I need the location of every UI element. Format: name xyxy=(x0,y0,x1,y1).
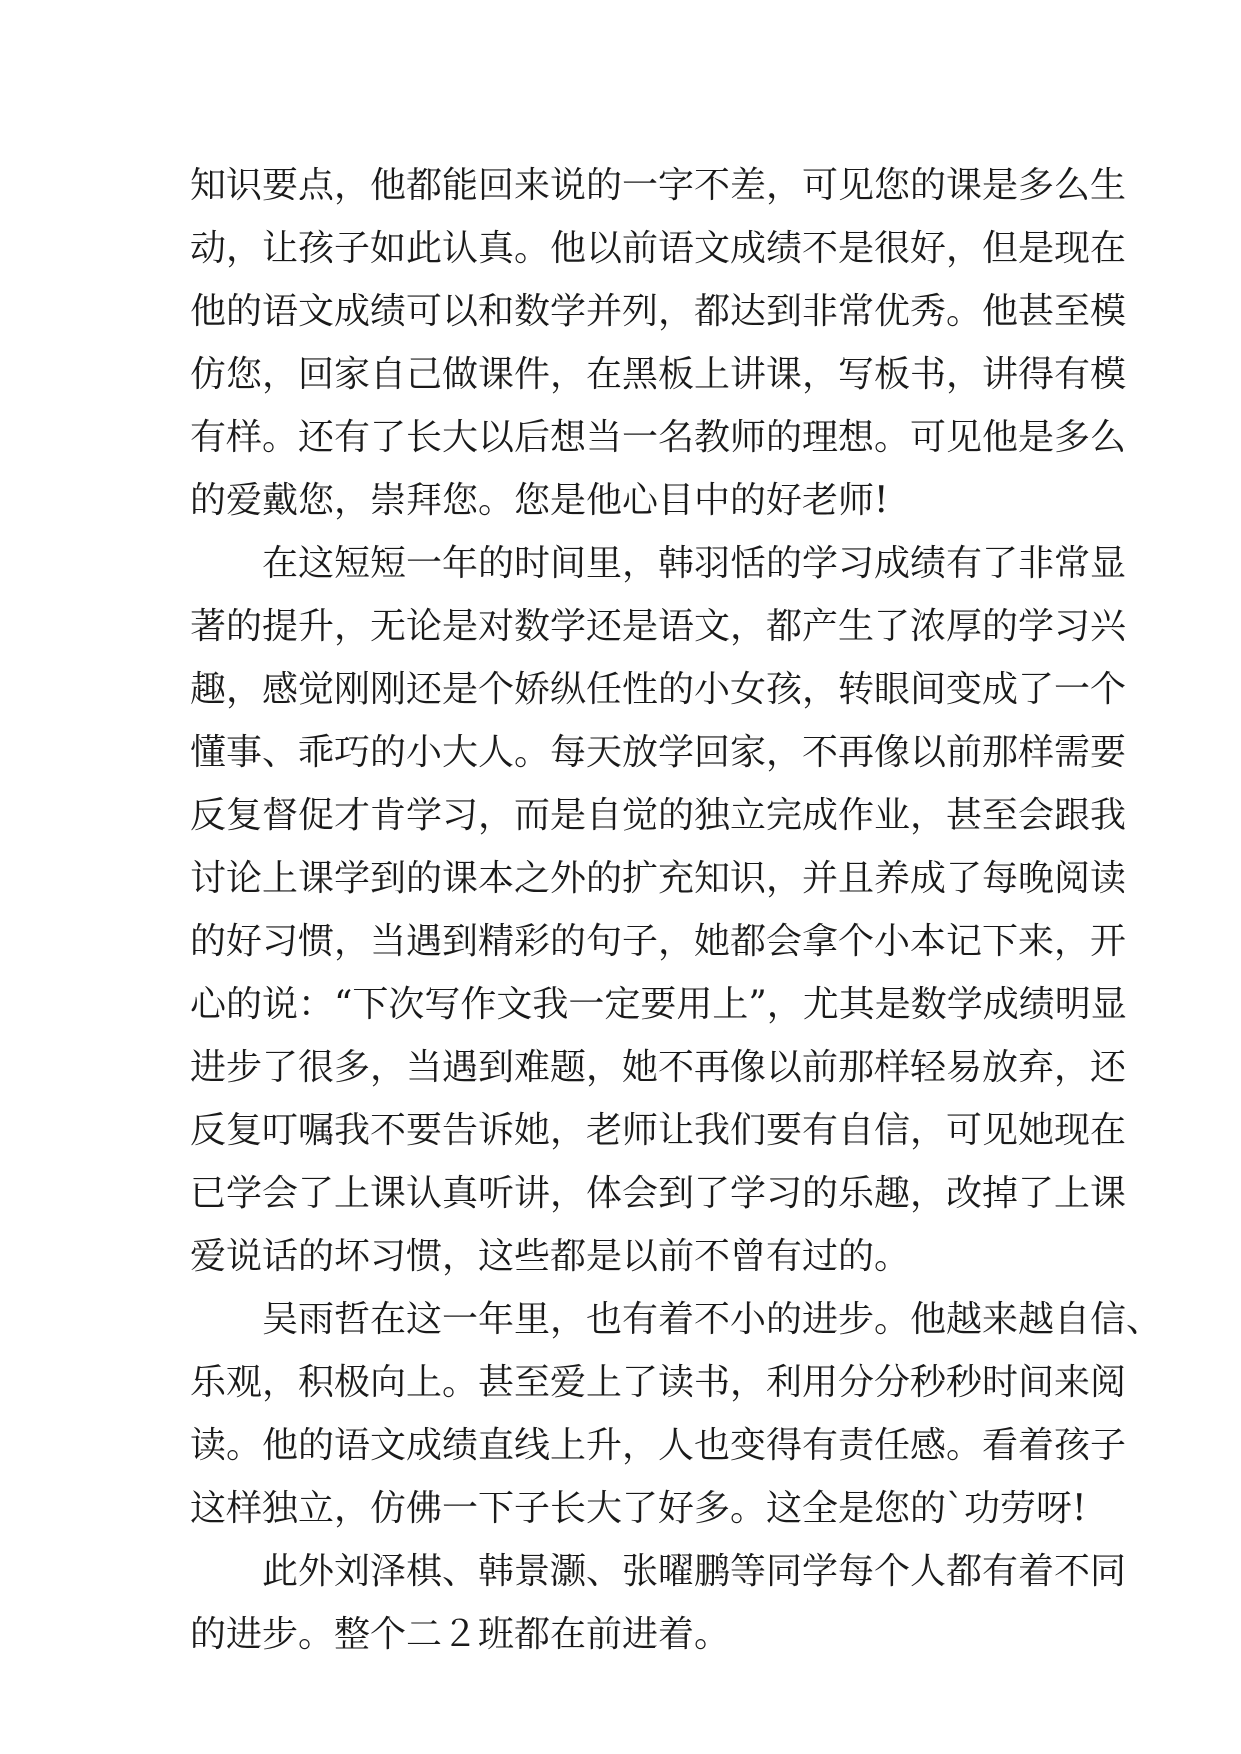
text-line: 读。他的语文成绩直线上升，人也变得有责任感。看着孩子 xyxy=(190,1425,1127,1466)
text-line: 爱说话的坏习惯，这些都是以前不曾有过的。 xyxy=(190,1236,911,1277)
text-line: 心的说：“下次写作文我一定要用上”，尤其是数学成绩明显 xyxy=(190,984,1127,1025)
text-line: 进步了很多，当遇到难题，她不再像以前那样轻易放弃，还 xyxy=(190,1047,1127,1088)
text-line: 乐观，积极向上。甚至爱上了读书，利用分分秒秒时间来阅 xyxy=(190,1362,1127,1403)
text-line: 反复督促才肯学习，而是自觉的独立完成作业，甚至会跟我 xyxy=(190,795,1127,836)
text-line: 仿您，回家自己做课件，在黑板上讲课，写板书，讲得有模 xyxy=(190,354,1127,395)
text-line: 此外刘泽棋、韩景灏、张曜鹏等同学每个人都有着不同 xyxy=(262,1551,1127,1592)
text-line: 已学会了上课认真听讲，体会到了学习的乐趣，改掉了上课 xyxy=(190,1173,1127,1214)
text-line: 吴雨哲在这一年里，也有着不小的进步。他越来越自信、 xyxy=(262,1299,1163,1340)
text-line: 有样。还有了长大以后想当一名教师的理想。可见他是多么 xyxy=(190,417,1127,458)
text-line: 著的提升，无论是对数学还是语文，都产生了浓厚的学习兴 xyxy=(190,606,1127,647)
text-line: 讨论上课学到的课本之外的扩充知识，并且养成了每晚阅读 xyxy=(190,858,1127,899)
text-line: 这样独立，仿佛一下子长大了好多。这全是您的`功劳呀! xyxy=(190,1488,1087,1529)
text-line: 的好习惯，当遇到精彩的句子，她都会拿个小本记下来，开 xyxy=(190,921,1127,962)
text-line: 知识要点，他都能回来说的一字不差，可见您的课是多么生 xyxy=(190,165,1127,206)
text-line: 反复叮嘱我不要告诉她，老师让我们要有自信，可见她现在 xyxy=(190,1110,1127,1151)
text-line: 的进步。整个二２班都在前进着。 xyxy=(190,1614,731,1655)
text-line: 懂事、乖巧的小大人。每天放学回家，不再像以前那样需要 xyxy=(190,732,1127,773)
text-line: 趣，感觉刚刚还是个娇纵任性的小女孩，转眼间变成了一个 xyxy=(190,669,1127,710)
text-line: 他的语文成绩可以和数学并列，都达到非常优秀。他甚至模 xyxy=(190,291,1127,332)
document-body xyxy=(190,154,1163,1666)
text-line: 在这短短一年的时间里，韩羽恬的学习成绩有了非常显 xyxy=(262,543,1127,584)
text-line: 动，让孩子如此认真。他以前语文成绩不是很好，但是现在 xyxy=(190,228,1127,269)
text-line: 的爱戴您，崇拜您。您是他心目中的好老师! xyxy=(190,480,889,521)
